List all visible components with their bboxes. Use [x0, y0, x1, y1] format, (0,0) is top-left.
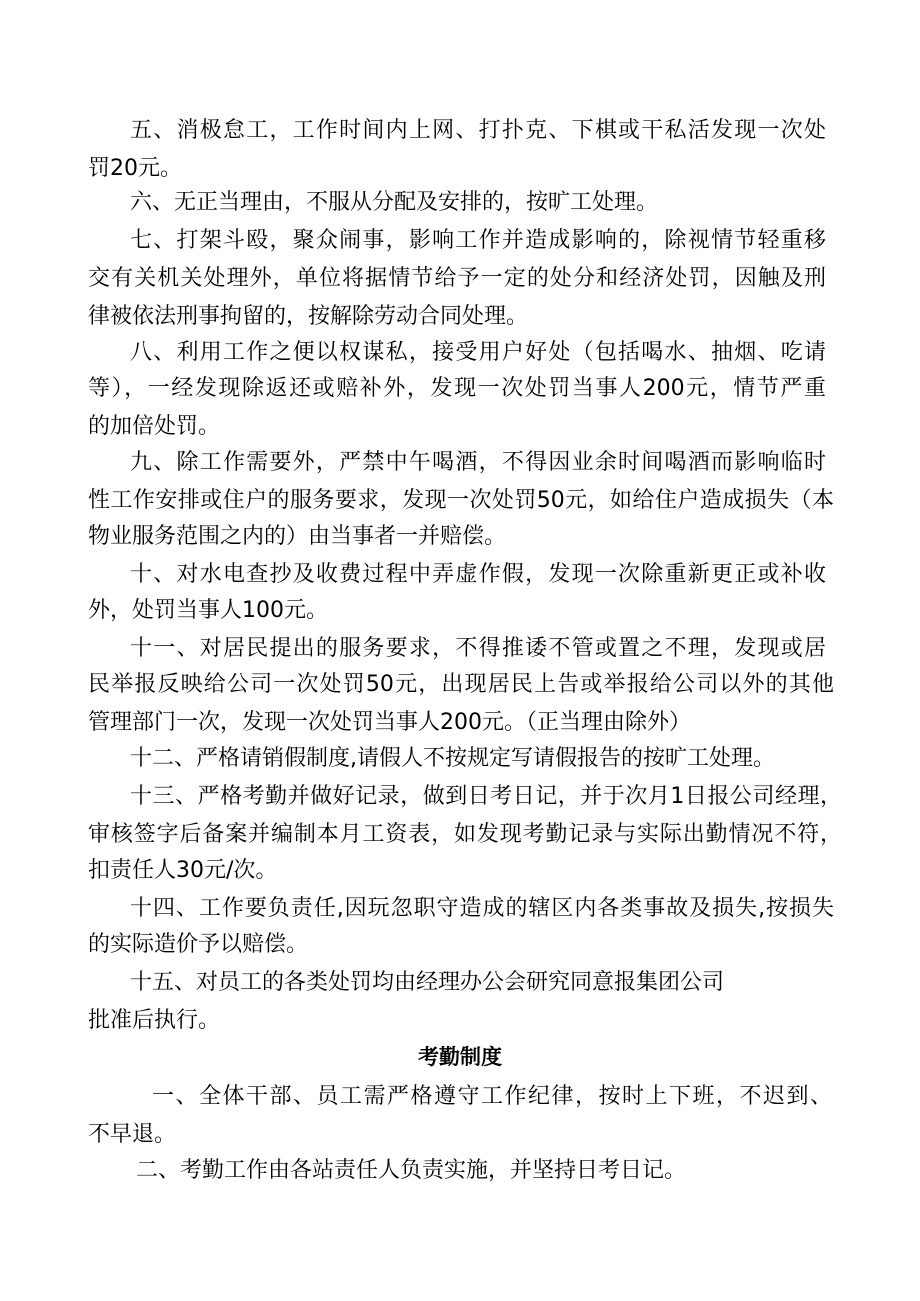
section-title: 考勤制度 — [418, 1045, 502, 1069]
rule-8-line-3: 的加倍处罚。 — [88, 414, 221, 439]
rule-13-line-2: 审核签字后备案并编制本月工资表，如发现考勤记录与实际出勤情况不符， — [88, 822, 842, 847]
rule-10-line-1: 十、对水电查抄及收费过程中弄虚作假，发现一次除重新更正或补收 — [130, 562, 826, 587]
rule-6-line-1: 六、无正当理由，不服从分配及安排的，按旷工处理。 — [130, 190, 659, 215]
rule-14-line-2: 的实际造价予以赔偿。 — [88, 932, 309, 957]
rule-7-line-3: 律被依法刑事拘留的，按解除劳动合同处理。 — [88, 304, 529, 329]
rule-5-line-2: 罚20元。 — [88, 156, 182, 181]
rule-11-line-3: 管理部门一次，发现一次处罚当事人200元。（正当理由除外） — [88, 710, 691, 735]
rule-11-line-2: 民举报反映给公司一次处罚50元，出现居民上告或举报给公司以外的其他 — [88, 672, 834, 697]
attendance-1-line-2: 不早退。 — [88, 1122, 177, 1147]
rule-13-line-3: 扣责任人30元/次。 — [88, 858, 278, 883]
rule-9-line-1: 九、除工作需要外，严禁中午喝酒，不得因业余时间喝酒而影响临时 — [130, 450, 826, 475]
rule-8-line-2: 等），一经发现除返还或赔补外，发现一次处罚当事人200元，情节严重 — [88, 376, 826, 401]
attendance-1-line-1: 一、全体干部、员工需严格遵守工作纪律，按时上下班，不迟到、 — [152, 1084, 832, 1109]
rule-10-line-2: 外，处罚当事人100元。 — [88, 598, 328, 623]
rule-14-line-1: 十四、工作要负责任,因玩忽职守造成的辖区内各类事故及损失,按损失 — [130, 896, 834, 921]
rule-7-line-1: 七、打架斗殴，聚众闹事，影响工作并造成影响的，除视情节轻重移 — [130, 228, 826, 253]
rule-7-line-2: 交有关机关处理外，单位将据情节给予一定的处分和经济处罚，因触及刑 — [88, 266, 826, 291]
rule-15-line-2: 批准后执行。 — [88, 1008, 221, 1033]
attendance-2-line-1: 二、考勤工作由各站责任人负责实施，并坚持日考日记。 — [136, 1158, 687, 1183]
rule-5-line-1: 五、消极怠工，工作时间内上网、打扑克、下棋或干私活发现一次处 — [130, 118, 826, 143]
rule-9-line-2: 性工作安排或住户的服务要求，发现一次处罚50元，如给住户造成损失（本 — [88, 488, 834, 513]
rule-9-line-3: 物业服务范围之内的）由当事者一并赔偿。 — [88, 524, 507, 549]
rule-13-line-1: 十三、严格考勤并做好记录，做到日考日记，并于次月1日报公司经理， — [130, 784, 842, 809]
rule-12-line-1: 十二、严格请销假制度,请假人不按规定写请假报告的按旷工处理。 — [130, 746, 775, 771]
rule-15-line-1: 十五、对员工的各类处罚均由经理办公会研究同意报集团公司 — [130, 970, 725, 995]
rule-8-line-1: 八、利用工作之便以权谋私，接受用户好处（包括喝水、抽烟、吃请 — [130, 340, 826, 365]
rule-11-line-1: 十一、对居民提出的服务要求，不得推诿不管或置之不理，发现或居 — [130, 636, 826, 661]
